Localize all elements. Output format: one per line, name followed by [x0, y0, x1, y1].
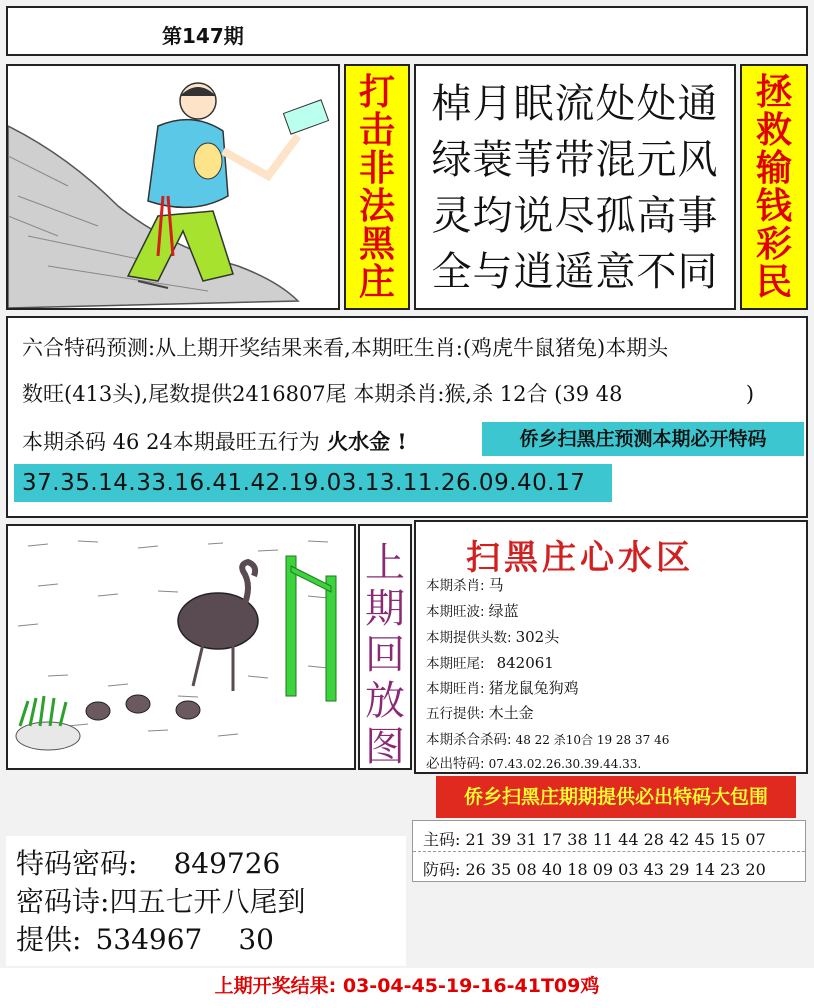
provide-value-b: 30 — [238, 923, 274, 956]
prediction-line-2-end: ) — [745, 382, 755, 406]
crackdown-char: 法 — [358, 186, 395, 227]
issue-number: 第147期 — [162, 24, 244, 48]
poem-line: 全与逍遥意不同 — [431, 249, 719, 295]
replay-char: 回 — [365, 632, 405, 678]
tips-row — [426, 677, 579, 698]
tips-label: 本期杀肖: — [426, 578, 485, 594]
main-code-label: 主码: — [423, 830, 461, 849]
poem-line: 灵均说尽孤高事 — [431, 193, 719, 239]
replay-char: 上 — [365, 540, 405, 586]
tips-row — [426, 752, 641, 772]
rescue-char: 拯 — [755, 72, 792, 113]
provide-label: 提供: — [16, 923, 82, 956]
tips-label: 本期提供头数: — [426, 630, 512, 646]
tips-value: 842061 — [496, 654, 554, 672]
forecast-banner: 侨乡扫黑庄预测本期必开特码 — [482, 422, 804, 456]
tips-panel — [414, 520, 808, 774]
scholar-drawing — [8, 66, 338, 308]
tips-label: 本期旺肖: — [426, 681, 485, 697]
tips-label: 本期旺波: — [426, 604, 485, 620]
defense-code-label: 防码: — [423, 860, 461, 879]
crackdown-banner — [344, 64, 410, 310]
poem-line: 绿蓑苇带混元风 — [431, 137, 719, 183]
codes-box — [412, 820, 806, 882]
crackdown-char: 非 — [358, 148, 395, 189]
poem-line: 棹月眠流处处通 — [431, 81, 719, 127]
tips-title: 扫黑庄心水区 — [466, 538, 694, 578]
secret-code-label: 特码密码: — [16, 847, 138, 880]
last-issue-replay-banner — [358, 524, 412, 770]
tips-row — [426, 652, 554, 672]
issue-header — [6, 6, 808, 56]
prediction-line-3 — [22, 426, 407, 456]
secret-poem-value: 四五七开八尾到 — [109, 885, 306, 918]
provide-value-a: 534967 — [95, 923, 203, 956]
tips-value: 猪龙鼠兔狗鸡 — [488, 679, 579, 697]
secret-code-row — [16, 842, 280, 882]
main-code-values: 21 39 31 17 38 11 44 28 42 45 15 07 — [465, 830, 766, 849]
ostrich-illustration — [6, 524, 356, 770]
tips-row — [426, 728, 669, 748]
rescue-char: 钱 — [755, 186, 792, 227]
replay-char: 图 — [365, 724, 405, 770]
rescue-char: 民 — [755, 262, 792, 303]
secret-code-value: 849726 — [173, 847, 281, 880]
tips-value: 马 — [488, 576, 504, 594]
prediction-line-1: 六合特码预测:从上期开奖结果来看,本期旺生肖:(鸡虎牛鼠猪兔)本期头 — [22, 336, 669, 360]
crackdown-char: 黑 — [358, 224, 395, 265]
kill-code-text: 本期杀码 46 24本期最旺五行为 — [22, 430, 320, 454]
scholar-illustration — [6, 64, 340, 310]
prediction-line-2-text: 数旺(413头),尾数提供2416807尾 本期杀肖:猴,杀 12合 (39 48 — [22, 382, 623, 406]
codes-divider — [413, 851, 805, 852]
tips-row — [426, 574, 504, 595]
tips-value: 木土金 — [488, 704, 534, 722]
tips-row — [426, 600, 519, 621]
replay-char: 放 — [365, 678, 405, 724]
five-elements: 火水金 ! — [319, 429, 407, 454]
secret-code-block — [6, 836, 406, 966]
tips-value: 302头 — [515, 628, 560, 646]
replay-char: 期 — [365, 586, 405, 632]
tips-value: 48 22 杀10合 19 28 37 46 — [515, 733, 670, 747]
tips-label: 本期旺尾: — [426, 656, 485, 672]
rescue-char: 救 — [755, 110, 792, 151]
rescue-char: 输 — [755, 148, 792, 189]
crackdown-char: 庄 — [358, 262, 395, 303]
tips-row — [426, 626, 559, 647]
crackdown-char: 击 — [358, 110, 395, 151]
secret-poem-label: 密码诗: — [16, 885, 110, 918]
surround-banner: 侨乡扫黑庄期期提供必出特码大包围 — [436, 776, 796, 818]
tips-label: 五行提供: — [426, 706, 485, 722]
rescue-char: 彩 — [755, 224, 792, 265]
main-code-row — [423, 827, 766, 850]
forecast-numbers: 37.35.14.33.16.41.42.19.03.13.11.26.09.40.17 — [14, 464, 612, 502]
prediction-block — [6, 316, 808, 518]
prediction-line-2 — [22, 378, 754, 408]
tips-value: 绿蓝 — [488, 602, 519, 620]
tips-row — [426, 702, 534, 723]
secret-poem-row — [16, 880, 305, 920]
tips-value: 07.43.02.26.30.39.44.33. — [488, 757, 642, 771]
tips-label: 本期杀合杀码: — [426, 732, 512, 748]
poem-box — [414, 64, 736, 310]
rescue-banner — [740, 64, 808, 310]
defense-code-row — [423, 857, 766, 880]
defense-code-values: 26 35 08 40 18 09 03 43 29 14 23 20 — [465, 860, 766, 879]
provide-row — [16, 918, 274, 958]
crackdown-char: 打 — [358, 72, 395, 113]
last-result: 上期开奖结果: 03-04-45-19-16-41T09鸡 — [0, 968, 814, 1008]
ostrich-drawing — [8, 526, 354, 768]
tips-label: 必出特码: — [426, 756, 485, 772]
